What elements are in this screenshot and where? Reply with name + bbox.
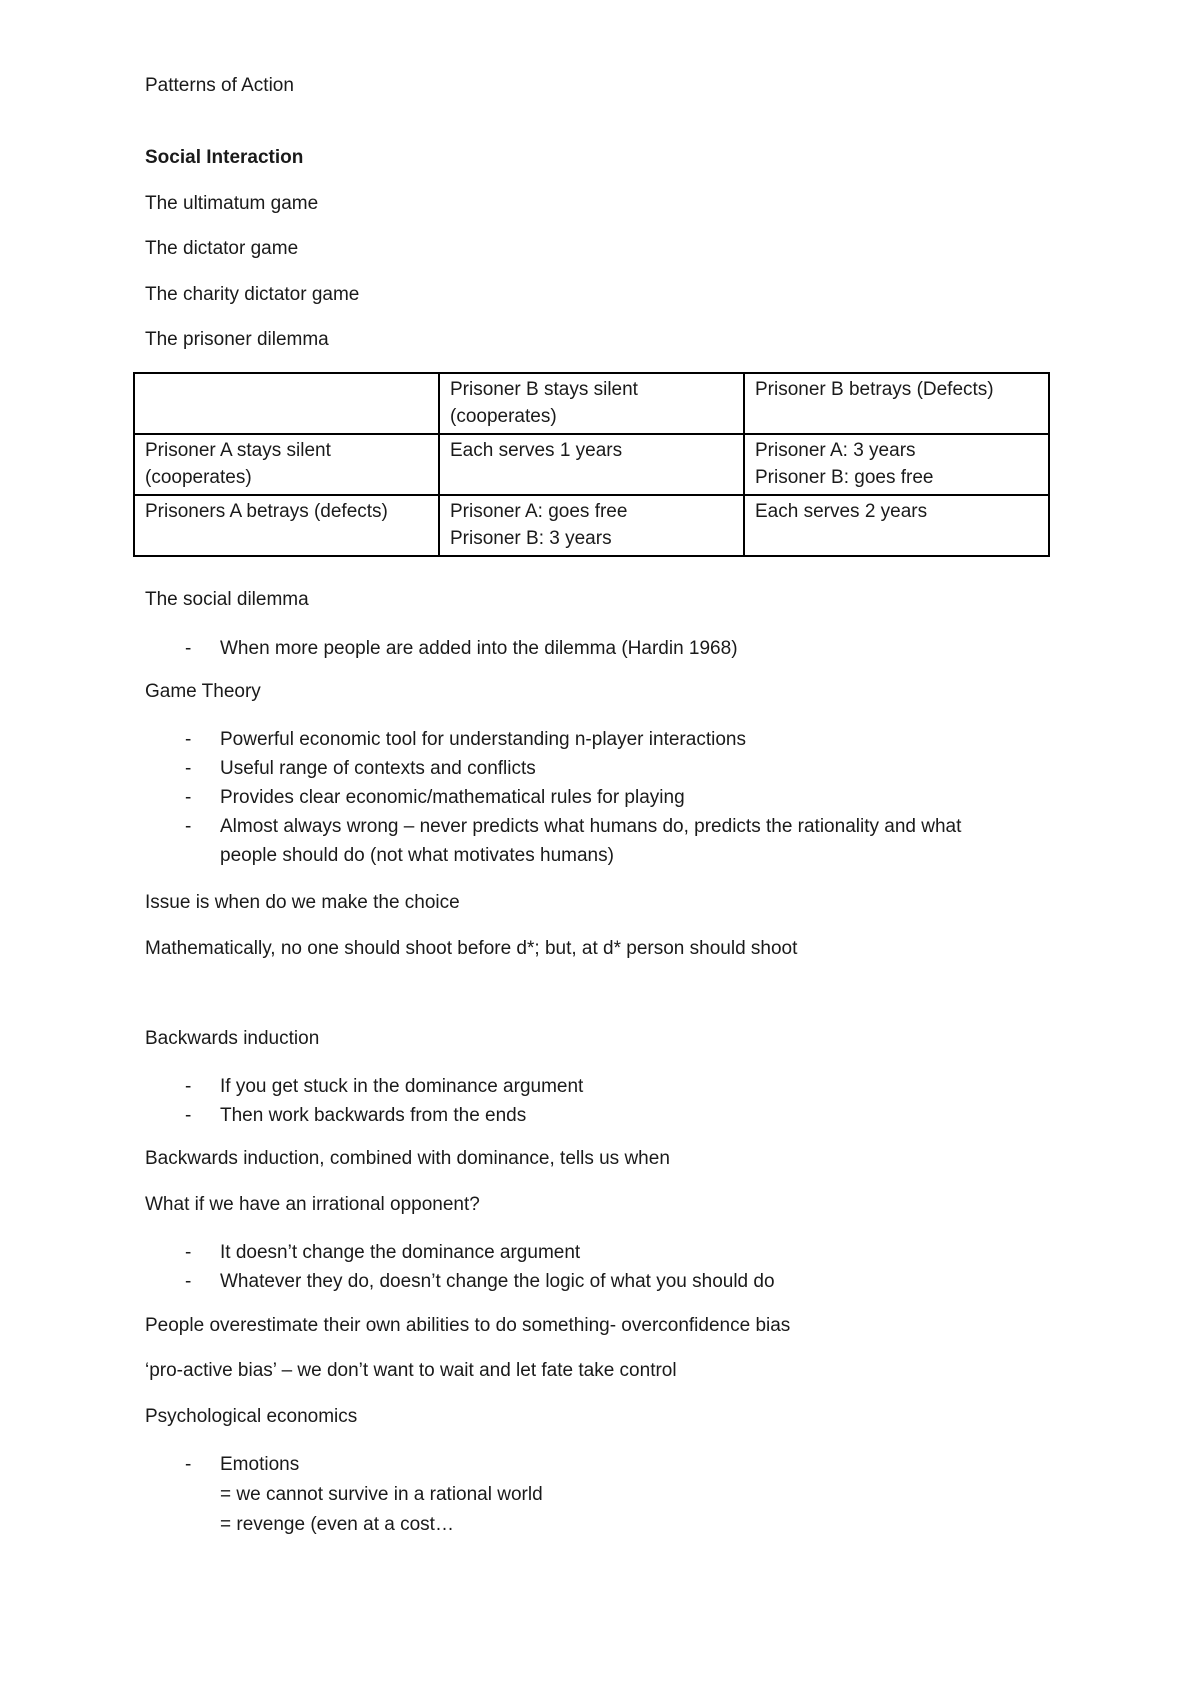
list-dash: - (185, 1076, 192, 1097)
list-item (145, 754, 961, 783)
table-row (134, 434, 1049, 495)
list-item (145, 1450, 543, 1540)
irrational-list (145, 1238, 775, 1296)
list-item-text: If you get stuck in the dominance argument (220, 1076, 584, 1097)
list-subitem: = revenge (even at a cost… (220, 1514, 454, 1535)
list-dash: - (185, 1271, 192, 1292)
cell-line: Prisoner A stays silent (145, 440, 331, 461)
list-dash: - (185, 1242, 192, 1263)
cell-line: (cooperates) (145, 467, 252, 488)
irrational-heading: What if we have an irrational opponent? (145, 1194, 480, 1215)
list-dash: - (185, 816, 192, 837)
overconfidence-line: People overestimate their own abilities to do something- overconfidence bias (145, 1315, 791, 1336)
list-item (145, 1238, 775, 1267)
list-item (145, 783, 961, 812)
backwards-heading: Backwards induction (145, 1028, 320, 1049)
table-row (134, 495, 1049, 556)
table-header-cell (744, 373, 1049, 434)
psych-heading: Psychological economics (145, 1406, 358, 1427)
section-heading: Social Interaction (145, 147, 304, 168)
cell-line: Each serves 1 years (450, 440, 623, 461)
document-title: Patterns of Action (145, 75, 294, 96)
table-corner-cell (134, 373, 439, 434)
list-dash: - (185, 638, 192, 659)
cell-line: Prisoners A betrays (defects) (145, 501, 388, 522)
cell-line: Prisoner B: goes free (755, 467, 934, 488)
cell-line: (cooperates) (450, 406, 557, 427)
table-header-cell (439, 373, 744, 434)
list-item-text: Whatever they do, doesn’t change the logic of what you should do (220, 1271, 775, 1292)
game-item: The prisoner dilemma (145, 329, 329, 350)
list-item-text: Provides clear economic/mathematical rules for playing (220, 787, 685, 808)
cell-line: Prisoner B betrays (Defects) (755, 379, 994, 400)
table-cell (744, 495, 1049, 556)
list-item (145, 1267, 775, 1296)
table-cell (439, 495, 744, 556)
prisoner-dilemma-table (133, 372, 1050, 557)
table-row-label (134, 495, 439, 556)
list-item (145, 725, 961, 754)
list-item-text: Emotions (220, 1454, 300, 1475)
list-dash: - (185, 787, 192, 808)
list-item (145, 634, 738, 663)
issue-line: Issue is when do we make the choice (145, 892, 460, 913)
game-item: The dictator game (145, 238, 299, 259)
table-cell (744, 434, 1049, 495)
list-dash: - (185, 729, 192, 750)
cell-line: Prisoner B stays silent (450, 379, 638, 400)
game-item: The charity dictator game (145, 284, 360, 305)
list-item-text-continued: people should do (not what motivates humans) (220, 845, 614, 866)
list-subitem: = we cannot survive in a rational world (220, 1484, 543, 1505)
list-item-text: It doesn’t change the dominance argument (220, 1242, 581, 1263)
social-dilemma-heading: The social dilemma (145, 589, 309, 610)
table-row-label (134, 434, 439, 495)
social-dilemma-list (145, 634, 738, 663)
proactive-line: ‘pro-active bias’ – we don’t want to wait and let fate take control (145, 1360, 677, 1381)
table-header-row (134, 373, 1049, 434)
cell-line: Prisoner B: 3 years (450, 528, 612, 549)
list-item (145, 1072, 583, 1101)
list-dash: - (185, 758, 192, 779)
list-item-text: Powerful economic tool for understanding n-player interactions (220, 729, 746, 750)
psych-list (145, 1450, 543, 1540)
backwards-combined-line: Backwards induction, combined with dominance, tells us when (145, 1148, 670, 1169)
list-item (145, 812, 961, 870)
math-line: Mathematically, no one should shoot before d*; but, at d* person should shoot (145, 938, 798, 959)
cell-line: Prisoner A: 3 years (755, 440, 916, 461)
list-item (145, 1101, 583, 1130)
game-item: The ultimatum game (145, 193, 319, 214)
list-item-text: Almost always wrong – never predicts what humans do, predicts the rationality and what (220, 816, 962, 837)
list-item-text: Then work backwards from the ends (220, 1105, 527, 1126)
game-theory-heading: Game Theory (145, 681, 261, 702)
cell-line: Prisoner A: goes free (450, 501, 628, 522)
list-dash: - (185, 1105, 192, 1126)
list-item-text: Useful range of contexts and conflicts (220, 758, 536, 779)
backwards-list (145, 1072, 583, 1130)
game-theory-list (145, 725, 961, 870)
table-cell (439, 434, 744, 495)
list-dash: - (185, 1454, 192, 1475)
cell-line: Each serves 2 years (755, 501, 928, 522)
list-item-text: When more people are added into the dilemma (Hardin 1968) (220, 638, 738, 659)
